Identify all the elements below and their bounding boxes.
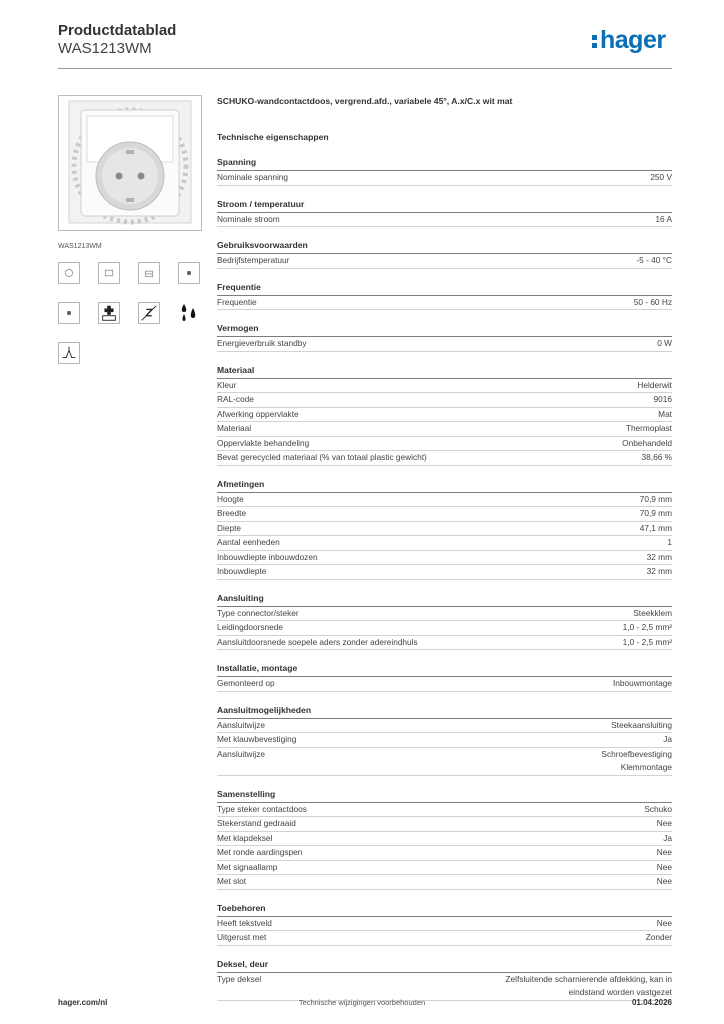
spec-row (217, 507, 672, 522)
spec-value: 1,0 - 2,5 mm² (622, 622, 672, 632)
spec-section (217, 239, 672, 269)
spec-section (217, 478, 672, 580)
header-divider (58, 68, 672, 69)
spec-content (217, 96, 672, 1013)
spec-value: Nee (656, 847, 672, 857)
spec-value: Nee (656, 818, 672, 828)
water-drops-icon (178, 302, 200, 324)
section-title: Spanning (217, 156, 672, 171)
spec-label: Stekerstand gedraaid (217, 818, 296, 828)
spec-row (217, 551, 672, 566)
spec-row (217, 422, 672, 437)
spec-label: Materiaal (217, 423, 252, 433)
spec-section (217, 281, 672, 311)
spec-section (217, 788, 672, 890)
spec-section (217, 704, 672, 776)
footer-disclaimer: Technische wijzigingen voorbehouden (298, 998, 426, 1007)
spec-row (217, 832, 672, 847)
spec-label: Energieverbruik standby (217, 338, 307, 348)
spec-section (217, 322, 672, 352)
spec-value: Ja (663, 832, 672, 843)
spec-row (217, 493, 672, 508)
spec-value: Mat (658, 408, 672, 419)
outlet-icon (138, 262, 160, 284)
spec-label: Aantal eenheden (217, 537, 280, 547)
spec-label: Inbouwdiepte (217, 566, 267, 576)
spec-row (217, 408, 672, 423)
spec-value: 32 mm (646, 566, 672, 576)
product-image (58, 95, 202, 231)
spec-row (217, 393, 672, 408)
section-title: Installatie, montage (217, 662, 672, 677)
spec-row (217, 719, 672, 734)
spec-label: Breedte (217, 508, 247, 518)
logo-text: hager (600, 26, 666, 54)
spec-label: Met slot (217, 876, 247, 886)
spec-value: Steekaansluiting (611, 719, 672, 730)
section-title: Vermogen (217, 322, 672, 337)
spec-label: Met ronde aardingspen (217, 847, 303, 857)
section-title: Afmetingen (217, 478, 672, 493)
spec-label: Aansluitwijze (217, 719, 265, 730)
spec-row (217, 973, 672, 1001)
spec-row (217, 748, 672, 776)
section-title: Materiaal (217, 364, 672, 379)
connector-icon (58, 342, 80, 364)
spec-row (217, 803, 672, 818)
section-title: Stroom / temperatuur (217, 198, 672, 213)
spec-row (217, 213, 672, 228)
section-title: Gebruiksvoorwaarden (217, 239, 672, 254)
spec-row (217, 536, 672, 551)
spec-value: 70,9 mm (639, 493, 672, 504)
spec-row (217, 846, 672, 861)
outlet-icon (58, 262, 80, 284)
spec-value: 70,9 mm (639, 508, 672, 518)
product-code: WAS1213WM (58, 40, 152, 57)
spec-label: Afwerking oppervlakte (217, 408, 299, 419)
spec-row (217, 565, 672, 580)
spec-label: Inbouwdiepte inbouwdozen (217, 551, 318, 562)
spec-value: Schuko (644, 803, 672, 814)
spec-label: Nominale spanning (217, 172, 289, 182)
spec-section (217, 198, 672, 228)
spec-label: Kleur (217, 379, 237, 390)
spec-row (217, 931, 672, 946)
spec-value: 9016 (653, 394, 672, 404)
spec-label: Heeft tekstveld (217, 917, 272, 928)
spec-value: 0 W (657, 338, 672, 348)
image-caption: WAS1213WM (58, 243, 102, 250)
spec-row (217, 677, 672, 692)
socket-illustration (59, 96, 201, 230)
spec-label: Nominale stroom (217, 213, 280, 224)
spec-label: Type deksel (217, 973, 262, 984)
spec-value: 1,0 - 2,5 mm² (622, 636, 672, 647)
spec-row (217, 621, 672, 636)
marker-icon (178, 262, 200, 284)
spec-label: Leidingdoorsnede (217, 622, 283, 632)
spec-label: Hoogte (217, 493, 244, 504)
spec-row (217, 437, 672, 452)
spec-value: Nee (656, 861, 672, 872)
spec-value: Schroefbevestiging Klemmontage (601, 748, 672, 772)
voltage-icon (138, 302, 160, 324)
logo-dots-icon (592, 32, 598, 51)
spec-row (217, 817, 672, 832)
spec-row (217, 296, 672, 311)
spec-value: Onbehandeld (622, 437, 672, 448)
spec-row (217, 379, 672, 394)
spec-value: Thermoplast (625, 423, 672, 433)
spec-section (217, 958, 672, 1001)
section-title: Samenstelling (217, 788, 672, 803)
spec-row (217, 917, 672, 932)
spec-label: Met klapdeksel (217, 832, 273, 843)
spec-row (217, 607, 672, 622)
spec-row (217, 733, 672, 748)
spec-value: 16 A (655, 213, 672, 224)
spec-row (217, 254, 672, 269)
footer-date: 01.04.2026 (631, 998, 672, 1007)
spec-row (217, 451, 672, 466)
section-title: Frequentie (217, 281, 672, 296)
section-title: Aansluiting (217, 592, 672, 607)
spec-section (217, 156, 672, 186)
spec-section (217, 592, 672, 651)
spec-row (217, 522, 672, 537)
spec-label: Oppervlakte behandeling (217, 437, 310, 448)
spec-value: Inbouwmontage (612, 678, 672, 688)
spec-row (217, 861, 672, 876)
spec-row (217, 337, 672, 352)
spec-label: RAL-code (217, 394, 254, 404)
spec-label: Met klauwbevestiging (217, 734, 297, 744)
spec-row (217, 636, 672, 651)
spec-label: Bedrijfstemperatuur (217, 255, 290, 265)
spec-label: Diepte (217, 522, 241, 533)
spec-sections (217, 156, 672, 1001)
page-title: Productdatablad (58, 22, 177, 39)
spec-section (217, 662, 672, 692)
spec-value: Ja (663, 734, 672, 744)
section-title: Deksel, deur (217, 958, 672, 973)
spec-label: Aansluitwijze (217, 748, 265, 759)
spec-section (217, 902, 672, 946)
spec-label: Type steker contactdoos (217, 803, 307, 814)
spec-value: Nee (656, 917, 672, 928)
spec-value: Steekklem (633, 607, 672, 618)
spec-row (217, 875, 672, 890)
product-description: SCHUKO-wandcontactdoos, vergrend.afd., variabele 45°, A.x/C.x wit mat (217, 96, 513, 106)
spec-row (217, 171, 672, 186)
section-title: Aansluitmogelijkheden (217, 704, 672, 719)
spec-value: -5 - 40 °C (636, 255, 672, 265)
spec-label: Frequentie (217, 296, 257, 307)
plus-plug-icon (98, 302, 120, 324)
spec-value: 47,1 mm (639, 522, 672, 533)
spec-value: Zonder (645, 932, 672, 942)
spec-value: Nee (656, 876, 672, 886)
spec-value: 50 - 60 Hz (633, 296, 672, 307)
outlet-icon (98, 262, 120, 284)
spec-label: Bevat gerecycled materiaal (% van totaal plastic gewicht) (217, 452, 427, 462)
spec-label: Gemonteerd op (217, 678, 275, 688)
spec-label: Type connector/steker (217, 607, 299, 618)
footer-website: hager.com/nl (58, 998, 108, 1007)
spec-value: 250 V (650, 172, 672, 182)
spec-value: 38,66 % (641, 452, 672, 462)
spec-value: Helderwit (637, 379, 672, 390)
spec-value: 1 (667, 537, 672, 547)
section-title: Toebehoren (217, 902, 672, 917)
marker-icon (58, 302, 80, 324)
spec-label: Aansluitdoorsnede soepele aders zonder adereindhuls (217, 636, 418, 647)
spec-label: Uitgerust met (217, 932, 267, 942)
spec-section (217, 364, 672, 466)
spec-value: 32 mm (646, 551, 672, 562)
tech-heading: Technische eigenschappen (217, 132, 329, 142)
spec-value: Zelfsluitende scharnierende afdekking, kan in eindstand worden vastgezet (505, 973, 672, 997)
hager-logo (592, 26, 666, 55)
spec-label: Met signaallamp (217, 861, 278, 872)
